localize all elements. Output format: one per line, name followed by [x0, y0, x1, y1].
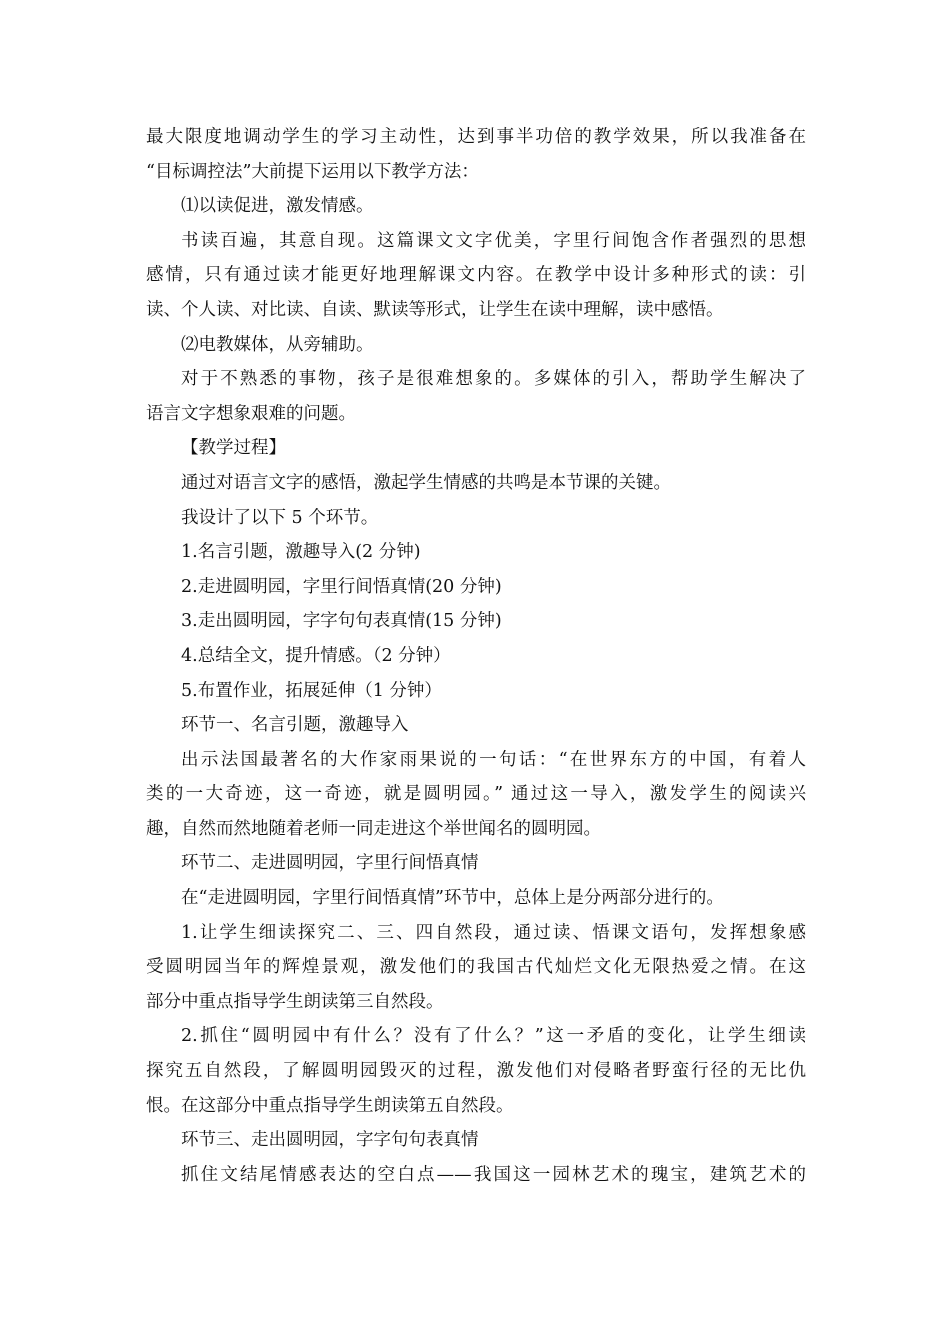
text-line: 1.让学生细读探究二、三、四自然段，通过读、悟课文语句，发挥想象感 — [181, 922, 806, 943]
text-line: 环节一、名言引题，激趣导入 — [181, 715, 409, 736]
text-line: 1.名言引题，激趣导入(2 分钟) — [181, 542, 421, 563]
text-line: 4.总结全文，提升情感。（2 分钟） — [181, 645, 451, 666]
document-body — [146, 120, 806, 1192]
text-line: 出示法国最著名的大作家雨果说的一句话：“在世界东方的中国，有着人 — [181, 749, 806, 770]
text-line: 2.走进圆明园，字里行间悟真情(20 分钟) — [181, 576, 502, 597]
text-line: 恨。在这部分中重点指导学生朗读第五自然段。 — [146, 1095, 514, 1116]
text-line: 我设计了以下 5 个环节。 — [181, 507, 379, 528]
text-line: ⑴以读促进，激发情感。 — [181, 196, 374, 217]
text-line: 【教学过程】 — [181, 438, 286, 459]
text-line: 趣，自然而然地随着老师一同走进这个举世闻名的圆明园。 — [146, 818, 601, 839]
text-line: 类的一大奇迹，这一奇迹，就是圆明园。” 通过这一导入，激发学生的阅读兴 — [146, 784, 806, 805]
text-line: 3.走出圆明园，字字句句表真情(15 分钟) — [181, 611, 502, 632]
text-line: 最大限度地调动学生的学习主动性，达到事半功倍的教学效果，所以我准备在 — [146, 127, 806, 147]
text-line: 环节二、走进圆明园，字里行间悟真情 — [181, 853, 479, 874]
text-line: “目标调控法”大前提下运用以下教学方法： — [146, 161, 479, 182]
text-line: 感情，只有通过读才能更好地理解课文内容。在教学中设计多种形式的读：引 — [146, 265, 806, 286]
text-line: 5.布置作业，拓展延伸（1 分钟） — [181, 680, 442, 701]
text-line: 对于不熟悉的事物，孩子是很难想象的。多媒体的引入，帮助学生解决了 — [181, 369, 806, 390]
text-line: 语言文字想象艰难的问题。 — [146, 403, 356, 424]
text-line: 在“走进圆明园，字里行间悟真情”环节中，总体上是分两部分进行的。 — [181, 888, 724, 909]
text-line: ⑵电教媒体，从旁辅助。 — [181, 334, 374, 355]
text-line: 通过对语言文字的感悟，激起学生情感的共鸣是本节课的关键。 — [181, 472, 671, 493]
text-line: 书读百遍，其意自现。这篇课文文字优美，字里行间饱含作者强烈的思想 — [181, 230, 806, 251]
text-line: 抓住文结尾情感表达的空白点——我国这一园林艺术的瑰宝，建筑艺术的 — [181, 1164, 806, 1185]
text-line: 读、个人读、对比读、自读、默读等形式，让学生在读中理解，读中感悟。 — [146, 299, 724, 320]
text-line: 探究五自然段，了解圆明园毁灭的过程，激发他们对侵略者野蛮行径的无比仇 — [146, 1061, 806, 1082]
text-line: 2.抓住“圆明园中有什么？没有了什么？”这一矛盾的变化，让学生细读 — [181, 1026, 806, 1047]
text-line: 部分中重点指导学生朗读第三自然段。 — [146, 991, 444, 1012]
text-line: 环节三、走出圆明园，字字句句表真情 — [181, 1130, 479, 1151]
text-line: 受圆明园当年的辉煌景观，激发他们的我国古代灿烂文化无限热爱之情。在这 — [146, 957, 806, 978]
